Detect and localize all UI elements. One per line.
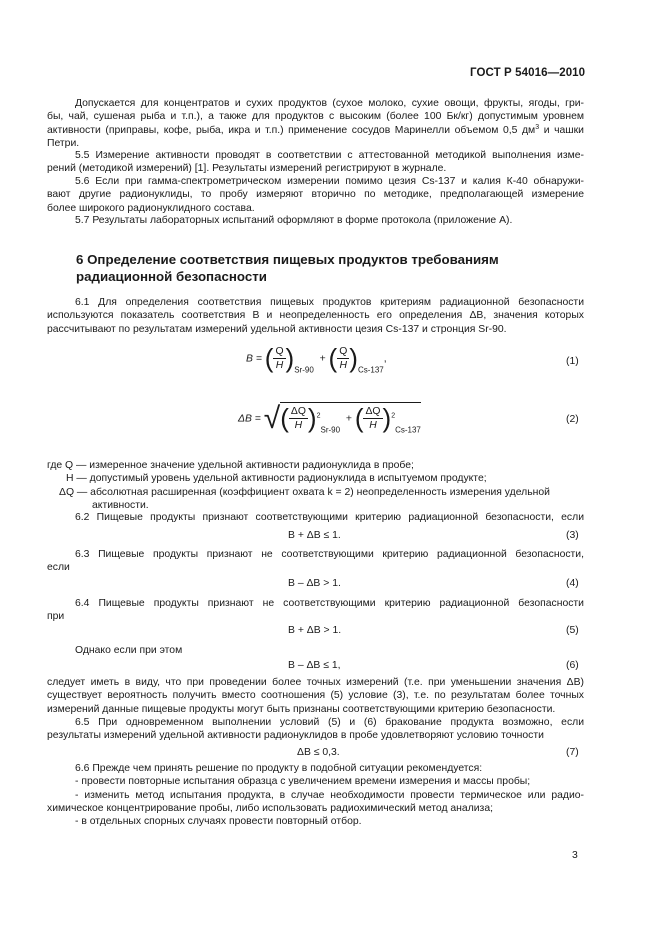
- section-6-heading: [76, 251, 576, 285]
- paragraph-5-6: [47, 175, 584, 215]
- plus-sign: +: [319, 353, 326, 365]
- paragraph-6-3: [47, 548, 584, 575]
- text-line: при: [47, 611, 65, 623]
- definition-line: ΔQ — абсолютная расширенная (коэффициент охвата k = 2) неопределенность измерения удельной: [59, 486, 550, 498]
- equation-7: ΔB ≤ 0,3.: [297, 747, 340, 758]
- paragraph-5-5: [47, 149, 584, 176]
- equation-number: (6): [566, 660, 579, 671]
- text-line: 6.1 Для определения соответствия пищевых продуктов критериям радиационной безопасности: [75, 297, 584, 308]
- paragraph-6-5: [47, 716, 584, 743]
- text-line: 6.6 Прежде чем принять решение по продукту в подобной ситуации рекомендуется:: [75, 763, 483, 774]
- text-line: 5.7 Результаты лабораторных испытаний оформляют в форме протокола (приложение А).: [75, 215, 513, 226]
- text-line: 5.5 Измерение активности проводят в соответствии с аттестованной методикой выполнения изме-: [75, 150, 584, 161]
- paren-close: ): [285, 343, 295, 374]
- text-line: 6.2 Пищевые продукты признают соответствующими критерию радиационной безопасности, если: [75, 512, 584, 523]
- eq-subscript: Sr-90: [294, 365, 314, 375]
- text-line: 6.5 При одновременном выполнении условий (5) и (6) бракование продукта возможно, если: [75, 717, 584, 728]
- definition-line: активности.: [92, 499, 149, 511]
- equation-number: (4): [566, 578, 579, 589]
- paragraph-note: [47, 676, 584, 716]
- text-line: существует вероятность получить вместо соотношения (5) условие (3), т.е. по результатам более точных: [47, 690, 584, 702]
- eq-lhs: B =: [246, 353, 262, 365]
- definition-line: где Q — измеренное значение удельной активности радионуклида в пробе;: [47, 460, 414, 471]
- paren-open: (: [328, 343, 338, 374]
- list-item: - в отдельных спорных случаях провести повторный отбор.: [75, 816, 362, 828]
- text-line: более широкого радионуклидного состава.: [47, 202, 255, 214]
- definition-line: H — допустимый уровень удельной активности радионуклида в испытуемом продукте;: [66, 473, 487, 485]
- equation-number: (5): [566, 625, 579, 636]
- text-line: активности (приправы, кофе, рыба, икра и т.п.) применение сосудов Маринелли объемом 0,5 $дм^3$ и чашки: [47, 123, 584, 136]
- text-line: рений (методикой измерений) [1]. Результаты измерений регистрируют в журнале.: [47, 163, 447, 175]
- text-line: измерений данные пищевые продукты могут быть признаны соответствующими критерию безопасности.: [47, 703, 556, 715]
- fraction: $\frac{Q}{H}$: [275, 346, 284, 372]
- equation-number: (1): [566, 356, 579, 367]
- paragraph-6-1: [47, 296, 584, 336]
- paragraph-6-6: [47, 762, 584, 828]
- text-line: рассчитывают по результатам измерений удельной активности цезия Cs-137 и стронция Sr-90.: [47, 323, 507, 335]
- equation-2: [238, 402, 421, 437]
- sqrt-sign: √: [263, 402, 281, 436]
- equation-number: (7): [566, 747, 579, 758]
- paren-open: (: [264, 343, 274, 374]
- equation-5: B + ΔB > 1.: [288, 625, 342, 636]
- equation-1: [246, 345, 387, 377]
- text-line: бы, чай, сушеная рыба и т.п.), а также для продуктов с высоким (более 100 Бк/кг) допустимым уровнем: [47, 111, 584, 123]
- paragraph-6-4: [47, 597, 584, 624]
- list-item: - изменить метод испытания продукта, в случае необходимости провести термическое или радио-: [75, 789, 584, 801]
- eq-lhs: ΔB =: [238, 413, 261, 425]
- equation-number: (2): [566, 414, 579, 425]
- document-header-id: ГОСТ Р 54016—2010: [470, 67, 586, 79]
- text-line: вают другие радионуклиды, то пробу измеряют вторично по методике, предполагающей измерение: [47, 189, 584, 201]
- equation-6: B – ΔB ≤ 1,: [288, 660, 341, 671]
- paren-close: ): [349, 343, 358, 374]
- text-line: 6.4 Пищевые продукты признают не соответствующими критерию радиационной безопасности: [75, 598, 584, 609]
- text-line: Допускается для концентратов и сухих продуктов (сухое молоко, сухие овощи, фрукты, ягоды, гри-: [75, 98, 584, 109]
- paragraph-containers: [47, 97, 584, 150]
- text-line: результаты измерений удельной активности радионуклидов в пробе удовлетворяют условию точности: [47, 730, 544, 742]
- heading-line: радиационной безопасности: [76, 269, 267, 284]
- equation-number: (3): [566, 530, 579, 541]
- sqrt-body: ( $\frac{\Delta Q}{H}$ )$^2_{Sr-90}$ + ( $\frac{\Delta Q}{H}$ )$^2_{Cs-137}$: [280, 402, 421, 437]
- definitions: [47, 459, 584, 512]
- paragraph-however: [47, 644, 584, 657]
- page-number: 3: [572, 850, 578, 861]
- text-line: следует иметь в виду, что при проведении более точных измерений (т.е. при уменьшении значения ΔB): [47, 677, 584, 688]
- text-line: используются показатель соответствия B и неопределенность его определения ΔB, значения которых: [47, 310, 584, 322]
- heading-line: 6 Определение соответствия пищевых продуктов требованиям: [76, 252, 499, 267]
- list-item-cont: химическое концентрирование пробы, либо использовать радиохимический метод анализа;: [47, 802, 493, 814]
- text-line: Однако если при этом: [75, 645, 183, 656]
- eq-subscript: Cs-137: [357, 365, 384, 375]
- equation-4: B – ΔB > 1.: [288, 578, 341, 589]
- eq-tail: ,: [383, 353, 387, 365]
- text-line: если: [47, 562, 70, 574]
- paragraph-6-2: [47, 511, 584, 524]
- text-line: Петри.: [47, 137, 80, 149]
- paragraph-5-7: [47, 214, 584, 227]
- equation-3: B + ΔB ≤ 1.: [288, 530, 341, 541]
- fraction: $\frac{Q}{H}$: [339, 346, 348, 372]
- text-line: 5.6 Если при гамма-спектрометрическом измерении помимо цезия Cs-137 и калия К-40 обнаружи-: [75, 176, 584, 187]
- text-line: 6.3 Пищевые продукты признают не соответствующими критерию радиационной безопасности,: [75, 549, 584, 560]
- list-item: - провести повторные испытания образца с увеличением времени измерения и массы пробы;: [75, 776, 531, 788]
